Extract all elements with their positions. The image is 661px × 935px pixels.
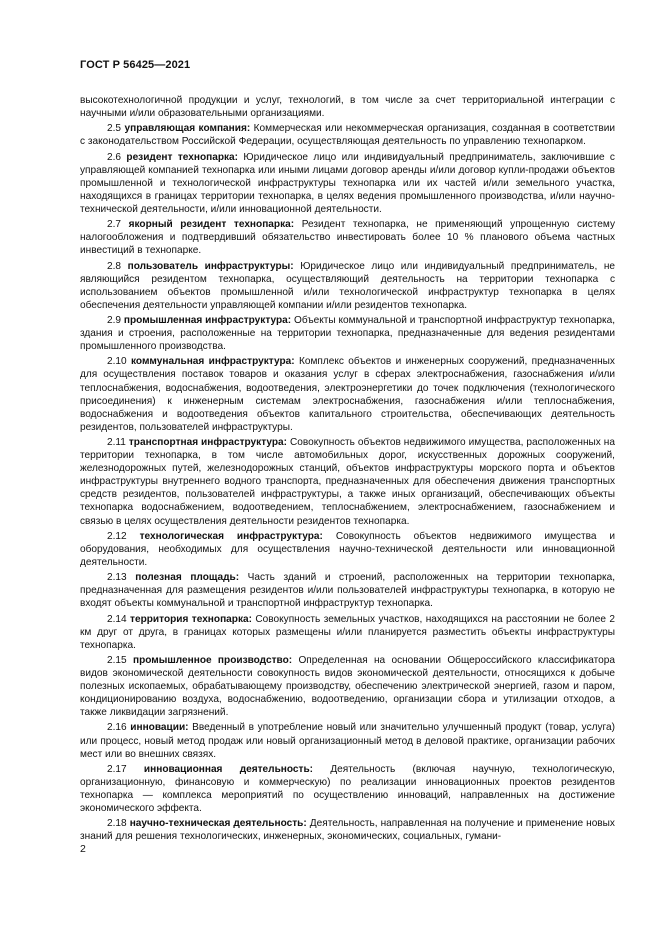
definition-paragraph [80,613,615,652]
definition-text: Деятельность, направленная на получение и применение новых знаний для решения технологических, инженерных, экономических, социальных, гумани- [80,818,615,843]
definition-term: научно-техническая деятельность: [129,818,307,830]
definitions-list [80,122,615,843]
definition-paragraph [80,817,615,843]
definition-number: 2.16 [107,722,127,734]
definition-number: 2.15 [107,654,127,666]
definition-number: 2.18 [107,818,127,830]
definition-term: инновации: [130,722,189,734]
definition-paragraph [80,654,615,719]
document-body [80,94,615,843]
definition-term: территория технопарка: [130,613,252,625]
definition-paragraph [80,218,615,257]
definition-number: 2.10 [107,356,127,368]
definition-paragraph [80,260,615,312]
definition-number: 2.7 [107,219,122,231]
definition-number: 2.13 [107,572,127,584]
definition-term: полезная площадь: [135,572,240,584]
intro-paragraph: высокотехнологичной продукции и услуг, технологий, в том числе за счет территориальной интеграции с научными и/или образовательными организациями. [80,95,615,120]
definition-text: Совокупность земельных участков, находящихся на расстоянии не более 2 км друг от друга, в границах которых размещены и/или планируется разместить объекты инфраструктуры технопарка. [80,613,615,651]
definition-text: Коммерческая или некоммерческая организация, созданная в соответствии с законодательством Российской Федерации, осуществляющая деятельность по управлению технопарком. [80,123,615,148]
definition-number: 2.12 [107,530,127,542]
definition-text: Определенная на основании Общероссийского классификатора видов экономической деятельности совокупность видов экономической деятельности, относящихся к добыче полезных ископаемых, обрабатывающему производству, обеспечению электрической энергией, газом и паром, кондиционированию воздуха, водоснабжению, водоотведению, организации сбора и утилизации отходов, а также ликвидации загрязнений. [80,654,616,719]
definition-paragraph [80,314,615,353]
definition-text: Резидент технопарка, не применяющий упрощенную систему налогообложения и подтвердивший обязательство инвестировать более 10 % планового объема частных инвестиций в технопарке. [80,219,615,257]
definition-number: 2.11 [107,437,126,448]
definition-number: 2.14 [107,613,127,625]
definition-term: промышленная инфраструктура: [123,314,292,326]
definition-number: 2.8 [107,260,122,272]
definition-number: 2.17 [107,763,127,775]
definition-number: 2.6 [107,151,122,163]
definition-text: Юридическое лицо или индивидуальный предприниматель, не являющийся резидентом технопарка, осуществляющий деятельность на территории технопарка с использованием объектов промышленной и/или технологической инфраструктур технопарка в целях обеспечения деятельности управляющей компании и/или резидентов технопарка. [80,260,616,311]
definition-paragraph [80,721,615,760]
definition-term: технологическая инфраструктура: [139,530,323,542]
definition-term: пользователь инфраструктуры: [127,260,294,272]
definition-text: Введенный в употребление новый или значительно улучшенный продукт (товар, услуга) или процесс, новый метод продаж или новый организационный метод в деловой практике, организации рабочих мест или во внешних связях. [80,722,615,760]
definition-paragraph [80,436,615,528]
definition-number: 2.9 [107,314,122,326]
definition-text: Объекты коммунальной и транспортной инфраструктур технопарка, здания и строения, расположенные на территории технопарка, предназначенные для ведения резидентами промышленного производства. [80,314,615,353]
definition-term: коммунальная инфраструктура: [131,356,295,368]
document-header: ГОСТ Р 56425—2021 [80,59,191,71]
definition-term: промышленное производство: [132,654,293,666]
definition-paragraph [80,571,615,610]
definition-paragraph [80,530,615,569]
definition-text: Совокупность объектов недвижимого имущества и оборудования, необходимых для осуществления научно-технической деятельности или инновационной деятельности. [80,530,615,568]
definition-text: Юридическое лицо или индивидуальный предприниматель, заключившие с управляющей компанией технопарка или иными лицами договор аренды и/или договор купли-продажи объектов промышленной и технологической инфраструктуры технопарка или их частей и/или земельного участка, находящихся в границах территории технопарка, в целях ведения промышленного производства, и/или научно-технической деятельности, и/или инновационной деятельности. [80,151,615,215]
definition-number: 2.5 [107,123,122,135]
definition-paragraph [80,763,615,815]
definition-term: транспортная инфраструктура: [128,437,288,448]
definition-paragraph [80,122,615,148]
definition-text: Совокупность объектов недвижимого имущества, расположенных на территории технопарка, в том числе автомобильных дорог, искусственных дорожных сооружений, железнодорожных путей, железнодорожных станций, объектов инфраструктуры морского порта и объектов инфраструктуры внутреннего водного транспорта, предназначенных для обеспечения движения транспортных средств резидентов, пользователей инфраструктуры, а также иных организаций, обеспечивающих объекты технопарка водоснабжением, водоотведением, теплоснабжением, электроснабжением, газоснабжением и связью в целях осуществления деятельности резидентов технопарка. [80,437,615,527]
definition-paragraph [80,151,615,216]
definition-term: резидент технопарка: [126,151,239,163]
definition-text: Деятельность (включая научную, технологическую, организационную, финансовую и коммерческую) по реализации инновационных проектов резидентов технопарка — комплекса мероприятий по осуществлению инноваций, направленных на достижение экономического эффекта. [80,763,615,815]
definition-term: инновационная деятельность: [143,763,314,775]
definition-term: управляющая компания: [124,123,251,135]
definition-text: Часть зданий и строений, расположенных на территории технопарка, предназначенная для размещения резидентов и/или пользователей инфраструктуры технопарка, в которую не входят объекты коммунальной и транспортной инфраструктур технопарка. [80,572,616,610]
definition-text: Комплекс объектов и инженерных сооружений, предназначенных для осуществления поставок товаров и оказания услуг в сферах электроснабжения, газоснабжения и/или теплоснабжения, водоснабжения, водоотведения, электроэнергетики до точек подключения (технологического присоединения) к инженерным системам электроснабжения, газоснабжения и/или теплоснабжения, водоснабжения и водоотведения объектов капитального строительства, обеспечивающих деятельность резидентов, пользователей инфраструктуры. [80,356,615,433]
page-number: 2 [80,843,86,855]
definition-term: якорный резидент технопарка: [128,219,295,231]
definition-paragraph [80,355,615,434]
